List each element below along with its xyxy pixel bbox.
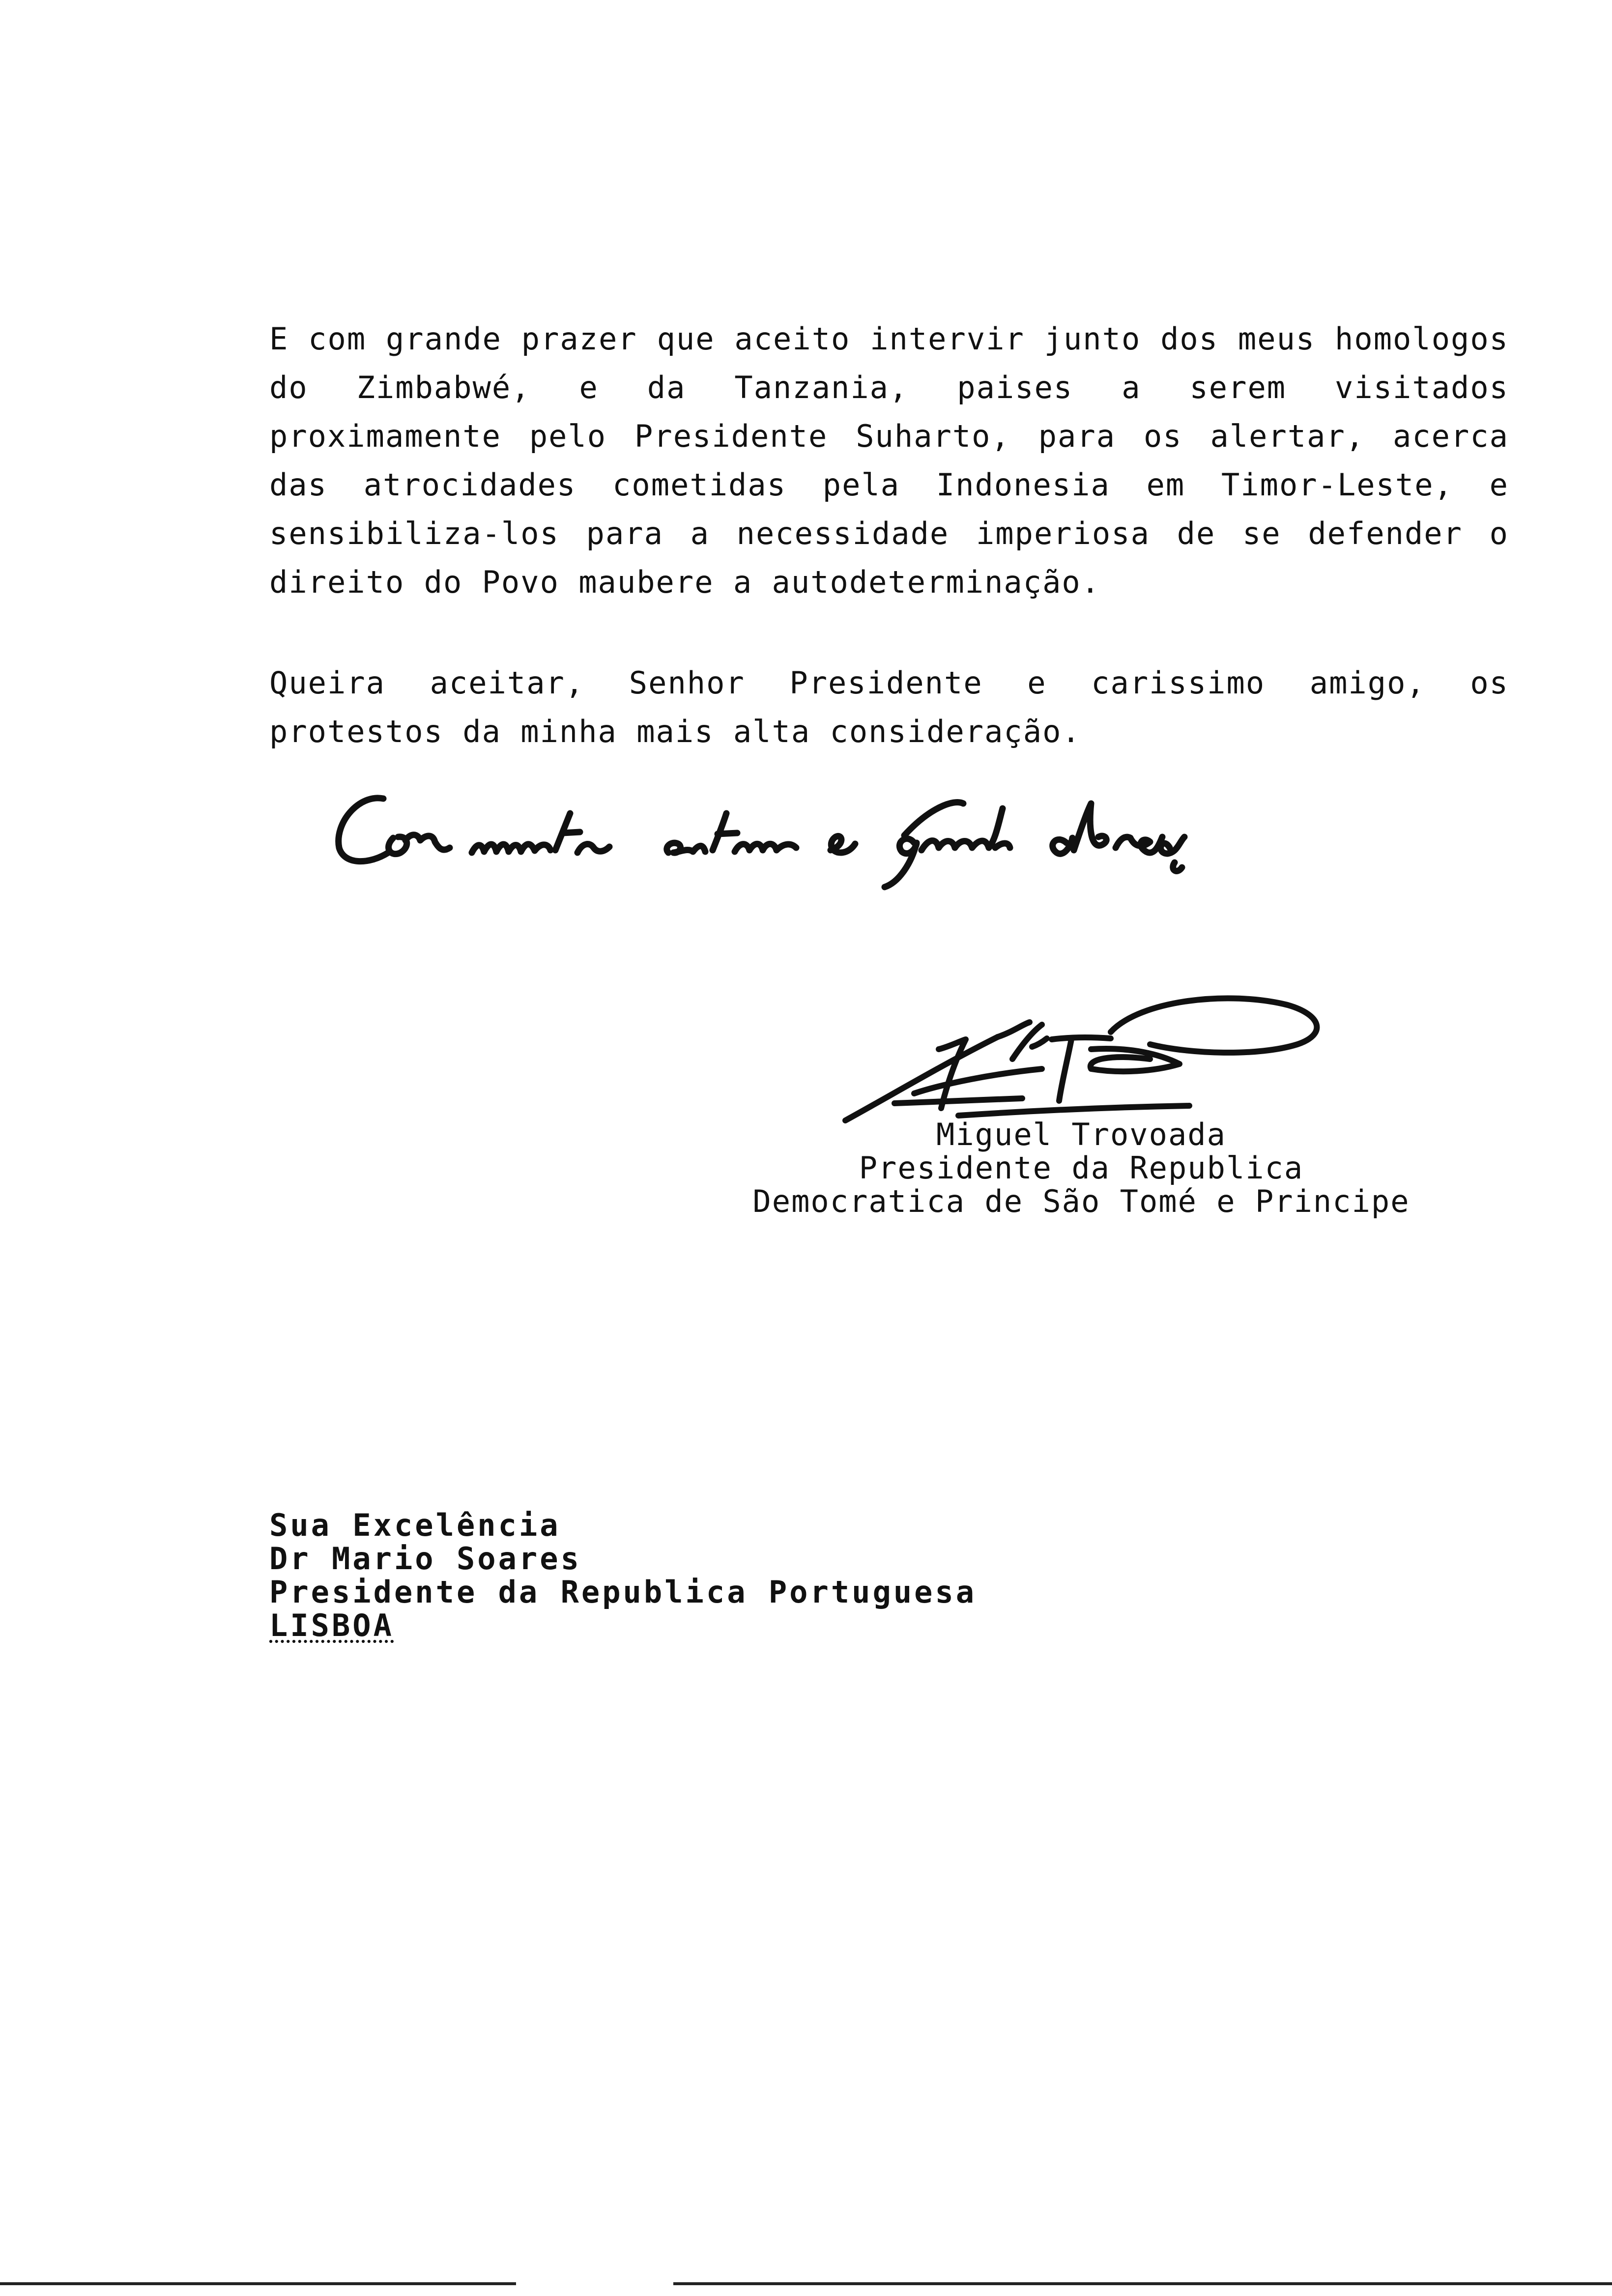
footer-rule-left — [0, 2282, 516, 2285]
footer-rule-right — [673, 2282, 1612, 2285]
signature-block — [688, 1118, 1474, 1218]
recipient-city: LISBOA — [269, 1607, 394, 1643]
recipient-address-block — [269, 1509, 977, 1642]
signatory-title-line-2: Democratica de São Tomé e Principe — [752, 1183, 1410, 1219]
body-paragraph-1: E com grande prazer que aceito intervir junto dos meus homologos do Zimbabwé, e da Tanzania, paises a serem visitados proximamente pelo Presidente Suharto, para os alertar, acerca das atrocidades cometidas pela Indonesia em Timor-Leste, e sensibiliza-los para a necessidade imperiosa de se defender o direito do Povo maubere a autodeterminação. — [269, 321, 1509, 600]
handwritten-closing-image — [324, 779, 1356, 892]
signature-image — [835, 985, 1337, 1138]
recipient-title: Presidente da Republica Portuguesa — [269, 1574, 977, 1610]
body-paragraph-2: Queira aceitar, Senhor Presidente e carissimo amigo, os protestos da minha mais alta consideração. — [269, 665, 1509, 749]
signatory-name: Miguel Trovoada — [936, 1117, 1226, 1152]
recipient-salutation: Sua Excelência — [269, 1507, 561, 1543]
recipient-name: Dr Mario Soares — [269, 1541, 581, 1577]
signatory-title-line-1: Presidente da Republica — [859, 1150, 1304, 1186]
